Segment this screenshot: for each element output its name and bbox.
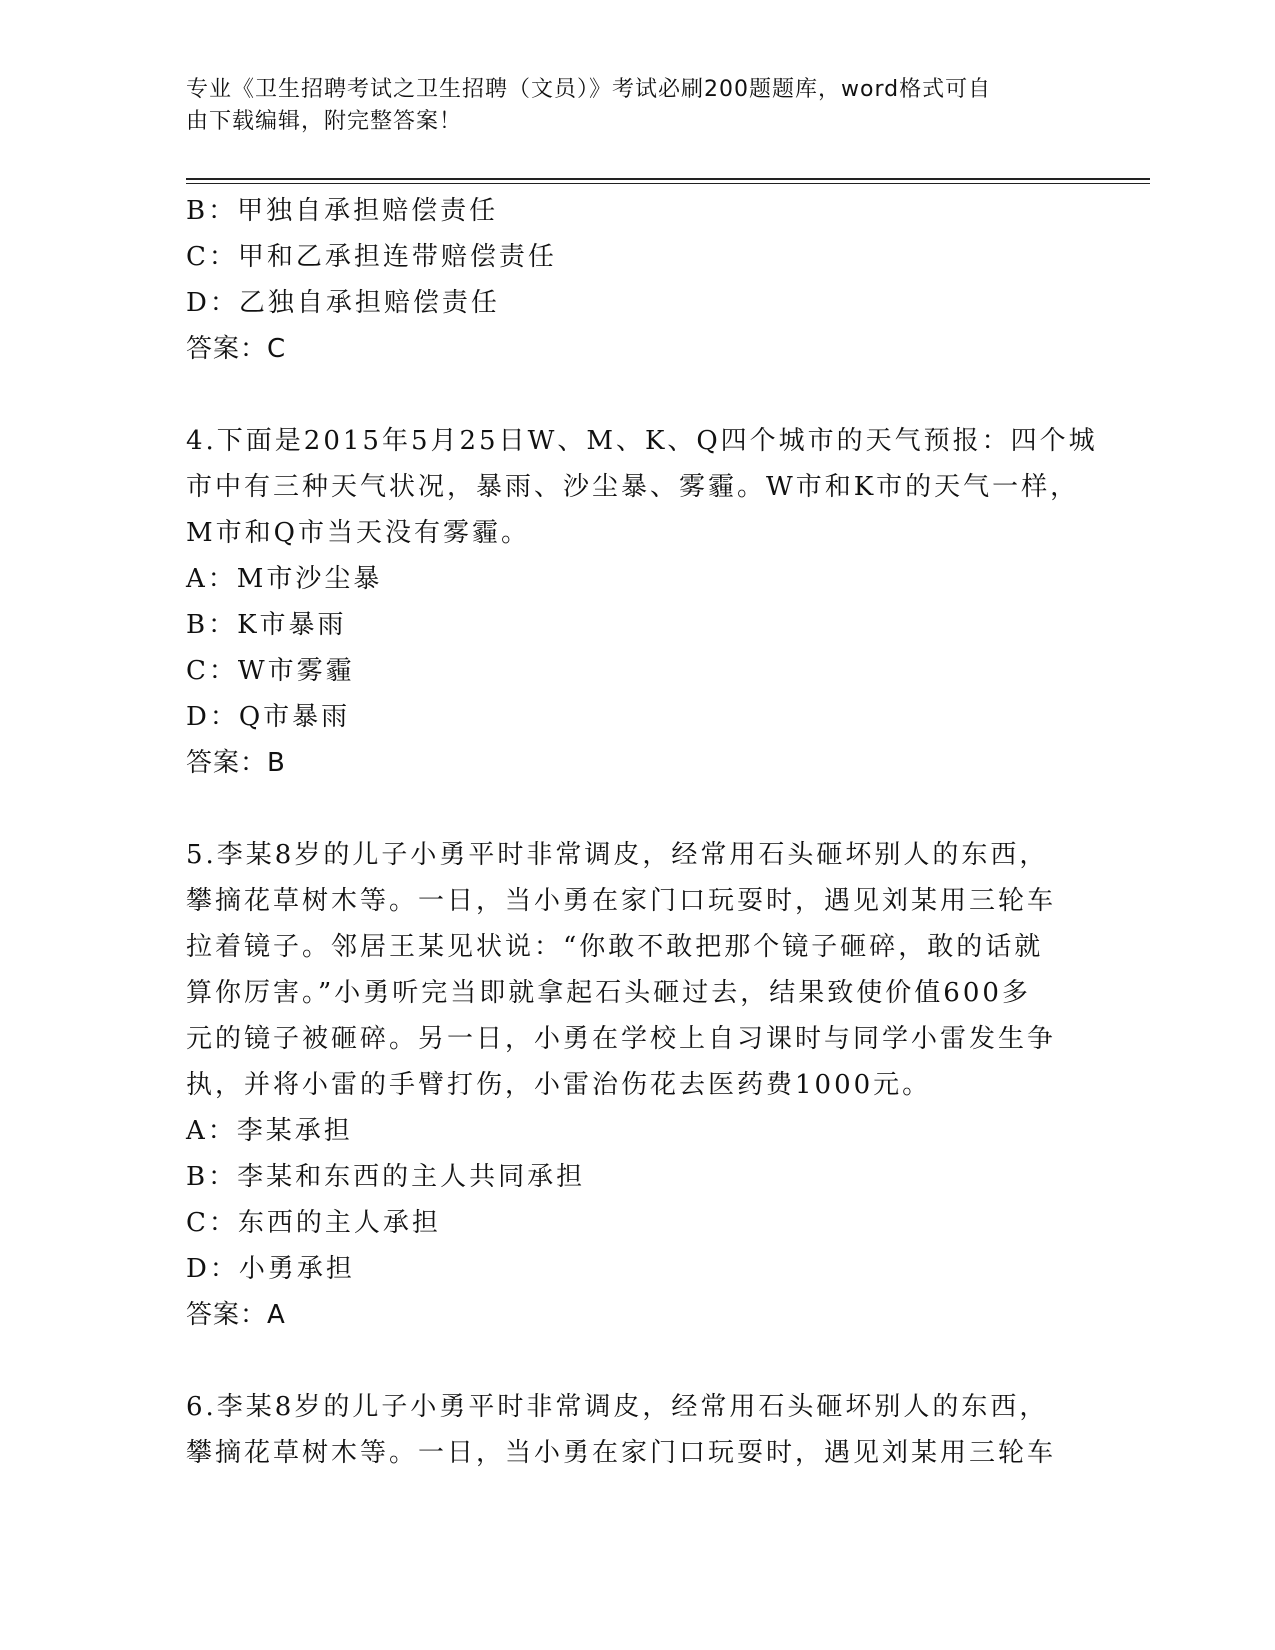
option-a: A：M市沙尘暴 [186,564,383,594]
spacer [186,1338,1076,1384]
question-5-stem-line: 攀摘花草树木等。一日，当小勇在家门口玩耍时，遇见刘某用三轮车 [186,886,1057,916]
header-divider-thick [186,178,1150,180]
option-c: C：东西的主人承担 [186,1208,441,1238]
document-header [186,74,1066,138]
question-5-stem-line: 执，并将小雷的手臂打伤，小雷治伤花去医药费1000元。 [186,1070,932,1100]
question-5 [186,832,1076,1338]
option-d: D：乙独自承担赔偿责任 [186,288,500,318]
document-body [186,188,1098,1476]
option-b: B：K市暴雨 [186,610,347,640]
question-6-stem-line: 攀摘花草树木等。一日，当小勇在家门口玩耍时，遇见刘某用三轮车 [186,1438,1057,1468]
question-4-stem-line: 市中有三种天气状况，暴雨、沙尘暴、雾霾。W市和K市的天气一样， [186,472,1080,502]
question-4 [186,418,1098,786]
option-c: C：甲和乙承担连带赔偿责任 [186,242,557,272]
option-a: A：李某承担 [186,1116,353,1146]
option-b: B：甲独自承担赔偿责任 [186,196,499,226]
question-5-stem-line: 算你厉害。”小勇听完当即就拿起石头砸过去，结果致使价值600多 [186,978,1031,1008]
question-4-stem-line: 4.下面是2015年5月25日W、M、K、Q四个城市的天气预报：四个城 [186,426,1098,456]
question-3-options [186,188,1076,326]
question-6 [186,1384,1076,1476]
spacer [186,786,1076,832]
option-d: D：小勇承担 [186,1254,355,1284]
header-divider-thin [186,183,1150,184]
spacer [186,372,1076,418]
question-5-stem-line: 拉着镜子。邻居王某见状说：“你敢不敢把那个镜子砸碎，敢的话就 [186,932,1044,962]
question-5-answer: 答案：A [186,1300,286,1330]
question-4-stem-line: M市和Q市当天没有雾霾。 [186,518,530,548]
option-b: B：李某和东西的主人共同承担 [186,1162,586,1192]
question-4-answer: 答案：B [186,748,286,778]
header-line-2: 由下载编辑，附完整答案！ [186,109,463,134]
header-line-1: 专业《卫生招聘考试之卫生招聘（文员）》考试必刷200题题库，word格式可自 [186,77,992,102]
question-3-answer: 答案：C [186,334,287,364]
option-c: C：W市雾霾 [186,656,355,686]
question-5-stem-line: 5.李某8岁的儿子小勇平时非常调皮，经常用石头砸坏别人的东西， [186,840,1049,870]
option-d: D：Q市暴雨 [186,702,351,732]
question-6-stem-line: 6.李某8岁的儿子小勇平时非常调皮，经常用石头砸坏别人的东西， [186,1392,1049,1422]
question-5-stem-line: 元的镜子被砸碎。另一日，小勇在学校上自习课时与同学小雷发生争 [186,1024,1057,1054]
